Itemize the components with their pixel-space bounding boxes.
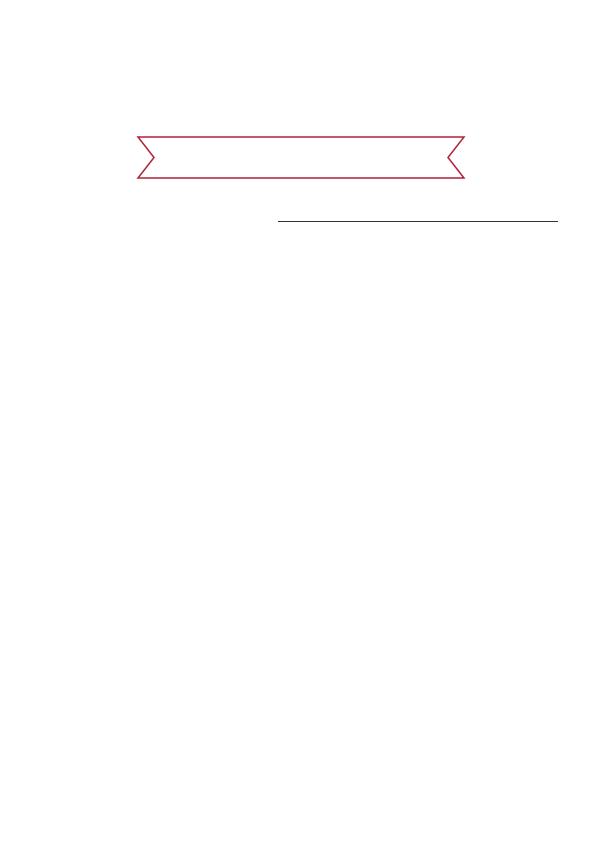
border-left [0,22,20,839]
border-bottom [0,839,607,861]
border-right [587,22,607,839]
delivery-line[interactable] [278,221,558,222]
border-top [0,0,607,22]
from-name-banner[interactable] [136,135,466,180]
